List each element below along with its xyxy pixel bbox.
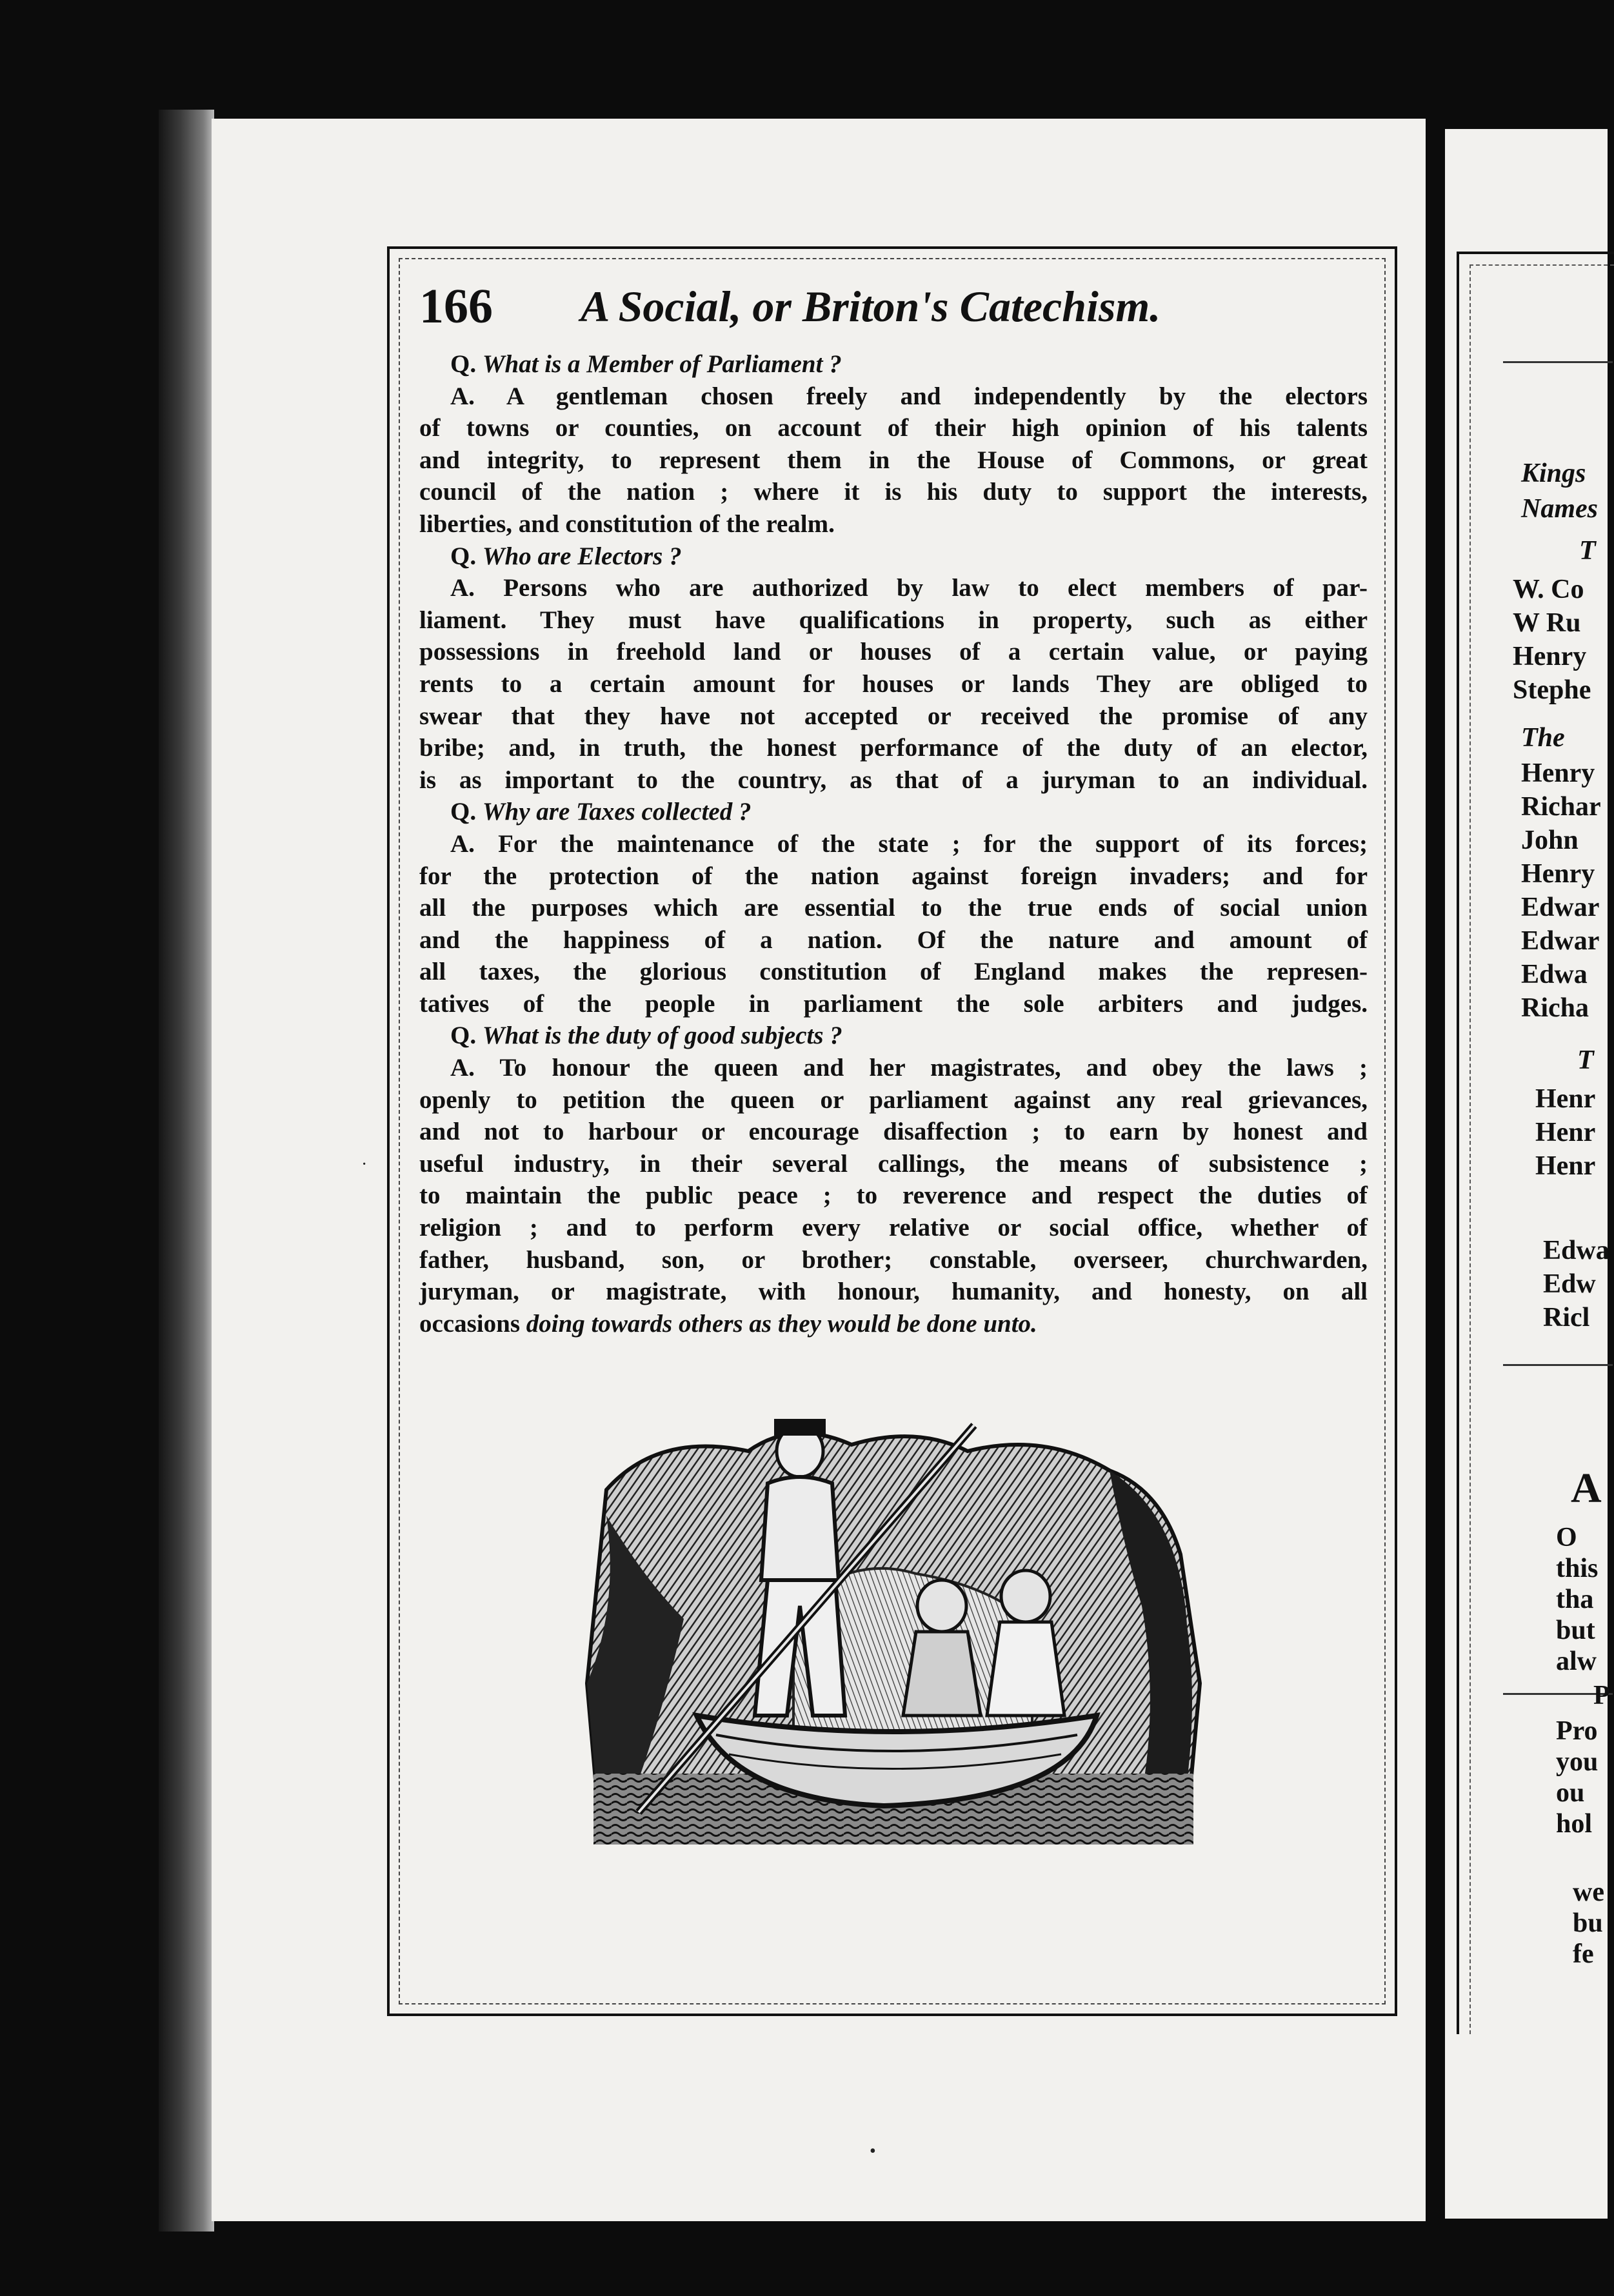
facing-page-word: Edw [1543,1269,1596,1299]
facing-page-word: T [1577,1045,1594,1075]
answer-line: occasions doing towards others as they would be done unto. [419,1309,1037,1338]
facing-page-word: Ricl [1543,1303,1590,1332]
facing-page-word: we [1573,1877,1604,1907]
facing-page-word: Henry [1513,642,1587,671]
answer-line: tatives of the people in parliament the sole arbiters and judges. [419,989,1368,1018]
question-line: Q. What is a Member of Parliament ? [450,350,842,378]
facing-page-word: alw [1556,1647,1597,1676]
facing-page-word: fe [1573,1939,1594,1969]
answer-line: rents to a certain amount for houses or lands They are obliged to [419,669,1368,698]
facing-page-word: Richar [1521,792,1601,822]
answer-line: juryman, or magistrate, with honour, humanity, and honesty, on all [419,1278,1368,1306]
answer-line: A. Persons who are authorized by law to elect members of par- [450,574,1368,602]
answer-line: liament. They must have qualifications in property, such as either [419,606,1368,634]
question-line: Q. Why are Taxes collected ? [450,798,752,826]
facing-page-word: Henr [1535,1084,1596,1114]
answer-line: openly to petition the queen or parliament against any real grievances, [419,1085,1368,1114]
facing-page-word: Kings [1521,459,1586,488]
answer-line: liberties, and constitution of the realm. [419,510,835,538]
facing-page-word: Pro [1556,1716,1598,1746]
facing-page-word: Edwar [1521,926,1600,956]
facing-page-word: Stephe [1513,675,1591,705]
facing-page-word: W Ru [1513,608,1581,638]
answer-line: swear that they have not accepted or received the promise of any [419,702,1368,730]
facing-page-word: The [1521,723,1565,753]
facing-page-word: tha [1556,1585,1594,1614]
woodcut-illustration [581,1412,1206,1864]
answer-line: possessions in freehold land or houses of a certain value, or paying [419,638,1368,666]
running-title: A Social, or Briton's Catechism. [581,282,1161,331]
page-number: 166 [419,279,493,333]
facing-page-word: A [1571,1465,1602,1512]
answer-line: all taxes, the glorious constitution of England makes the represen- [419,958,1368,986]
facing-page-word: Henr [1535,1151,1596,1181]
facing-page-word: Richa [1521,993,1589,1023]
answer-line: A. To honour the queen and her magistrates, and obey the laws ; [450,1054,1368,1082]
question-line: Q. Who are Electors ? [450,542,682,570]
answer-line: bribe; and, in truth, the honest performance of the duty of an elector, [419,734,1368,762]
facing-page-word: Henry [1521,758,1595,788]
catechism-text [419,348,1368,1340]
facing-page-word: this [1556,1554,1599,1583]
facing-page-word: P [1593,1681,1610,1710]
question-line: Q. What is the duty of good subjects ? [450,1022,842,1050]
answer-line: all the purposes which are essential to the true ends of social union [419,894,1368,922]
facing-page-word: John [1521,826,1579,855]
answer-line: and integrity, to represent them in the House of Commons, or great [419,446,1368,474]
margin-speck: · [361,1154,368,1174]
answer-line: for the protection of the nation against foreign invaders; and for [419,862,1368,890]
facing-page-rule [1503,1364,1613,1366]
facing-page-word: W. Co [1513,575,1584,604]
answer-line: and the happiness of a nation. Of the nature and amount of [419,925,1368,954]
answer-line: A. A gentleman chosen freely and independently by the electors [450,382,1368,410]
book-gutter [159,110,214,2232]
facing-page-word: T [1579,536,1596,566]
answer-line: is as important to the country, as that of a juryman to an individual. [419,766,1368,794]
facing-page-word: O [1556,1523,1577,1552]
facing-page-rule [1503,361,1613,363]
answer-line: father, husband, son, or brother; constable, overseer, churchwarden, [419,1245,1368,1274]
running-head [419,271,1361,342]
answer-line: of towns or counties, on account of their high opinion of his talents [419,414,1368,442]
page-speck: • [870,2141,876,2161]
answer-line: and not to harbour or encourage disaffection ; to earn by honest and [419,1118,1368,1146]
answer-line: useful industry, in their several callings, the means of subsistence ; [419,1149,1368,1178]
facing-page-word: but [1556,1616,1595,1645]
answer-line: council of the nation ; where it is his duty to support the interests, [419,478,1368,506]
facing-page-word: Edwa [1521,960,1588,989]
facing-page-word: Edwar [1521,893,1600,922]
facing-page-word: you [1556,1747,1599,1777]
answer-line: religion ; and to perform every relative or social office, whether of [419,1214,1368,1242]
answer-line: A. For the maintenance of the state ; for the support of its forces; [450,829,1368,858]
facing-page-word: Henr [1535,1118,1596,1147]
answer-line: to maintain the public peace ; to reverence and respect the duties of [419,1182,1368,1210]
facing-page-word: ou [1556,1778,1585,1808]
facing-page-word: hol [1556,1809,1593,1839]
facing-page-word: Names [1521,494,1598,524]
facing-page-word: Henry [1521,859,1595,889]
facing-page-word: bu [1573,1908,1603,1938]
facing-page-word: Edwa [1543,1236,1609,1265]
